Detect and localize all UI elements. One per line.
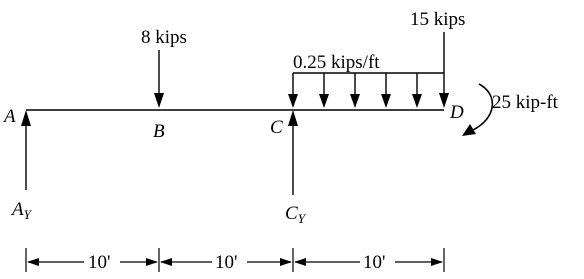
reaction-ay-subscript: Y (23, 207, 31, 222)
point-label-c: C (270, 117, 283, 138)
dimension-label-1: 10' (88, 252, 111, 273)
distributed-load-arrows (288, 73, 422, 108)
point-load-d-arrow (439, 32, 449, 108)
point-label-b: B (153, 121, 165, 142)
distributed-load-arrow (319, 73, 329, 108)
reaction-ay-label (10, 199, 33, 222)
moment-label: 25 kip-ft (492, 92, 558, 113)
distributed-load-label: 0.25 kips/ft (293, 52, 380, 73)
dimension-label-3: 10' (363, 252, 386, 273)
point-label-d: D (450, 102, 464, 123)
distributed-load-arrow (381, 73, 391, 108)
distributed-load-arrow (350, 73, 360, 108)
reaction-cy-main: C (285, 203, 298, 224)
reaction-cy-arrow (288, 110, 298, 195)
reaction-cy-subscript: Y (297, 211, 305, 226)
point-load-b-label: 8 kips (141, 27, 187, 48)
point-load-d-label: 15 kips (410, 9, 466, 30)
moment-arrow (462, 84, 492, 136)
reaction-ay-main: A (12, 199, 24, 220)
reaction-ay-arrow (21, 110, 31, 190)
point-label-a: A (4, 106, 16, 127)
distributed-load-arrow (412, 73, 422, 108)
distributed-load-arrow (288, 73, 298, 108)
reaction-cy-label (285, 203, 307, 226)
point-load-b-arrow (154, 50, 164, 108)
dimension-label-2: 10' (215, 252, 238, 273)
